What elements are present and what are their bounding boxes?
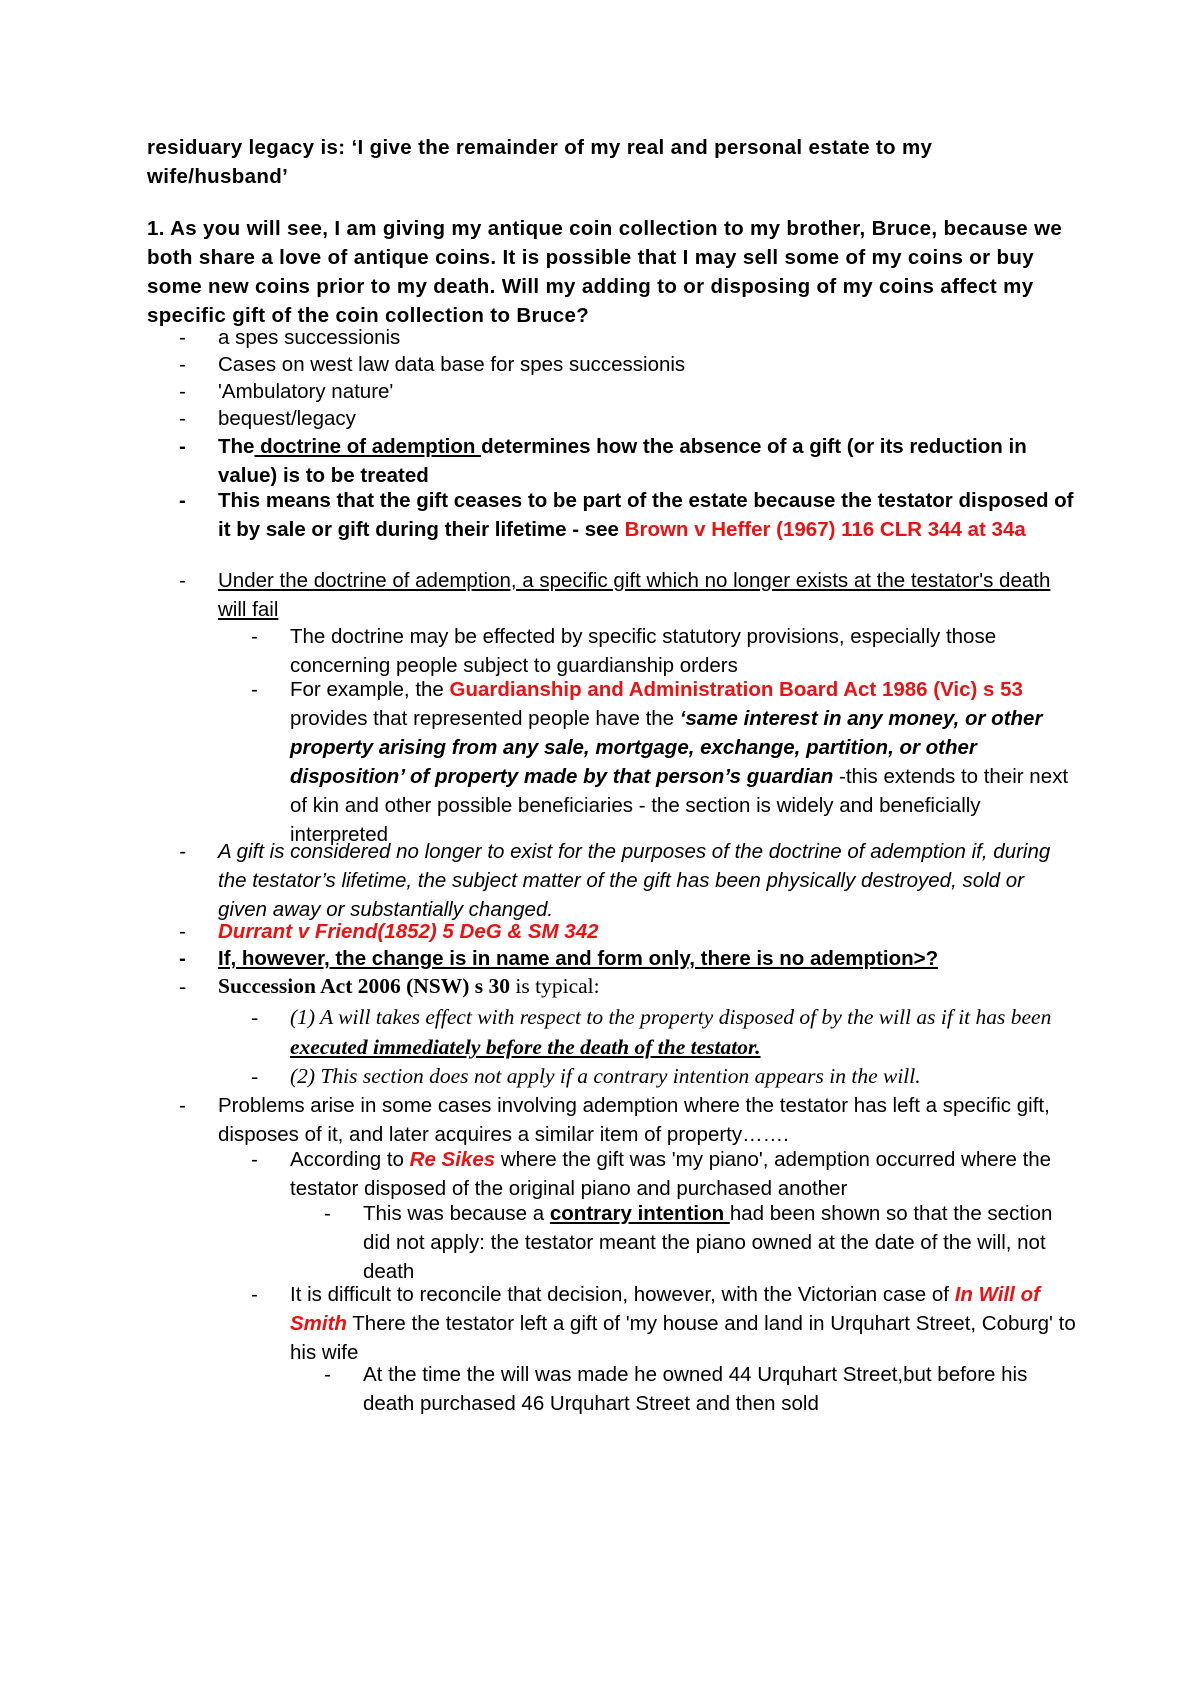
underlined-note: Under the doctrine of ademption, a specific gift which no longer exists at the testator's death will fail: [218, 569, 1051, 621]
intro-line-1: residuary legacy is: ‘I give the remainder of my real and personal estate to my: [147, 136, 933, 159]
note-text: Cases on west law data base for spes successionis: [218, 353, 686, 376]
note-text: determines how the absence of a gift (or its reduction in value) is to be treated: [218, 435, 1027, 487]
list-item: [251, 622, 1080, 680]
dash-bullet: -: [251, 1283, 258, 1306]
note-text: is typical:: [510, 974, 600, 998]
case-citation: Durrant v Friend(1852) 5 DeG & SM 342: [218, 920, 599, 943]
underlined-term: doctrine of ademption: [254, 435, 482, 458]
note-text: The doctrine may be effected by specific statutory provisions, especially those concerning people subject to guardianship orders: [290, 625, 997, 677]
list-item: [251, 1062, 1080, 1091]
dash-bullet: -: [179, 974, 187, 998]
dash-bullet: -: [179, 489, 186, 512]
case-citation: Re Sikes: [409, 1148, 496, 1171]
list-item: [179, 566, 1078, 624]
list-item: [179, 837, 1078, 924]
dash-bullet: -: [179, 380, 186, 403]
note-text: It is difficult to reconcile that decision, however, with the Victorian case of: [290, 1283, 955, 1306]
statute-text: (2) This section does not apply if a contrary intention appears in the will.: [290, 1064, 921, 1088]
list-item: [251, 1145, 1080, 1203]
dash-bullet: -: [179, 947, 186, 970]
list-item: [251, 1002, 1080, 1062]
list-item: [179, 323, 1078, 352]
case-citation: Brown v Heffer (1967) 116 CLR 344 at 34a: [624, 518, 1026, 541]
list-item: [179, 917, 1078, 946]
dash-bullet: -: [179, 326, 186, 349]
dash-bullet: -: [179, 407, 186, 430]
list-item: [179, 944, 1078, 973]
question-heading: 1. As you will see, I am giving my antique coin collection to my brother, Bruce, because we both share a love of antique coins. It is possible that I may sell some of my coins or buy some new coins prior to my death. Will my adding to or disposing of my coins affect my specific gift of the coin collection to Bruce?: [147, 217, 1063, 327]
dash-bullet: -: [251, 1148, 258, 1171]
dash-bullet: -: [179, 569, 186, 592]
list-item: [179, 404, 1078, 433]
list-item: [251, 675, 1080, 849]
list-item: [179, 432, 1078, 490]
dash-bullet: -: [324, 1202, 331, 1225]
note-text: bequest/legacy: [218, 407, 356, 430]
dash-bullet: -: [179, 1094, 186, 1117]
note-text: This means that the gift ceases to be part of the estate because the testator disposed of it by sale or gift during their lifetime - see: [218, 489, 1074, 541]
dash-bullet: -: [179, 435, 186, 458]
intro-line-2: wife/husband’: [147, 165, 289, 188]
list-item: [251, 1280, 1080, 1367]
note-text: There the testator left a gift of 'my house and land in Urquhart Street, Coburg' to his wife: [290, 1312, 1076, 1364]
underlined-note: If, however, the change is in name and form only, there is no ademption>?: [218, 947, 939, 970]
dash-bullet: -: [251, 1005, 259, 1029]
dash-bullet: -: [179, 840, 186, 863]
note-text: This was because a: [363, 1202, 550, 1225]
note-text: At the time the will was made he owned 44 Urquhart Street,but before his death purchased 46 Urquhart Street and then sold: [363, 1363, 1028, 1415]
note-text: 'Ambulatory nature': [218, 380, 394, 403]
dash-bullet: -: [251, 678, 258, 701]
note-text: -this extends to their next of kin and other possible beneficiaries - the section is widely and beneficially interpreted: [290, 765, 1069, 846]
dash-bullet: -: [251, 625, 258, 648]
note-text: The: [218, 435, 255, 458]
list-item: [324, 1199, 1078, 1286]
list-item: [179, 486, 1078, 544]
underlined-term: contrary intention: [549, 1202, 730, 1225]
underlined-term: executed immediately before the death of the testator.: [290, 1035, 761, 1059]
note-text: had been shown so that the section did not apply: the testator meant the piano owned at the date of the will, not death: [363, 1202, 1053, 1283]
note-text: Problems arise in some cases involving ademption where the testator has left a specific gift, disposes of it, and later acquires a similar item of property…….: [218, 1094, 1050, 1146]
list-item: [179, 1091, 1078, 1149]
list-item: [324, 1360, 1078, 1418]
act-citation: Guardianship and Administration Board Act 1986 (Vic) s 53: [449, 678, 1023, 701]
note-text: According to: [290, 1148, 410, 1171]
act-citation: Succession Act 2006 (NSW) s 30: [218, 974, 511, 998]
note-text: A gift is considered no longer to exist for the purposes of the doctrine of ademption if, during the testator’s lifetime, the subject matter of the gift has been physically destroyed, sold or given away or substantially changed.: [218, 840, 1051, 921]
dash-bullet: -: [324, 1363, 331, 1386]
list-item: [179, 350, 1078, 379]
list-item: [179, 377, 1078, 406]
list-item: [179, 972, 1078, 1001]
intro-heading: [147, 133, 1067, 191]
statute-text: (1) A will takes effect with respect to the property disposed of by the will as if it has been: [290, 1005, 1052, 1029]
quoted-provision: ‘same interest in any money, or other property arising from any sale, mortgage, exchange, partition, or other disposition’ of property made by that person’s guardian: [290, 707, 1043, 788]
note-text: a spes successionis: [218, 326, 401, 349]
dash-bullet: -: [179, 353, 186, 376]
case-citation: In Will of Smith: [290, 1283, 1040, 1335]
note-text: where the gift was 'my piano', ademption occurred where the testator disposed of the original piano and purchased another: [290, 1148, 1052, 1200]
dash-bullet: -: [251, 1064, 259, 1088]
note-text: For example, the: [290, 678, 450, 701]
note-text: provides that represented people have the: [290, 707, 680, 730]
dash-bullet: -: [179, 920, 186, 943]
